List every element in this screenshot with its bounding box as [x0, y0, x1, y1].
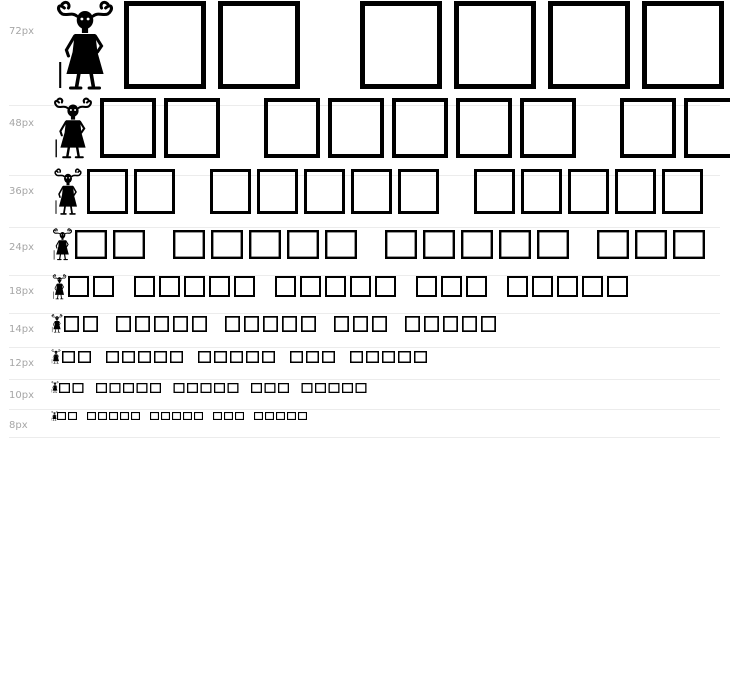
missing-glyph-box-icon: [467, 277, 486, 296]
missing-glyph-box-icon: [622, 100, 674, 156]
missing-glyph-box-icon: [523, 171, 561, 213]
missing-glyph-box-icon: [415, 352, 427, 363]
missing-glyph-box-icon: [174, 317, 187, 331]
girl-silhouette-icon: [52, 381, 59, 392]
missing-glyph-box-icon: [195, 413, 203, 420]
missing-glyph-box-icon: [383, 352, 395, 363]
missing-glyph-box-icon: [215, 352, 227, 363]
missing-glyph-box-icon: [354, 317, 367, 331]
missing-glyph-box-icon: [288, 231, 318, 258]
missing-glyph-box-icon: [252, 384, 262, 393]
girl-silhouette-icon: [52, 314, 62, 332]
missing-glyph-box-icon: [151, 384, 161, 393]
missing-glyph-box-icon: [76, 231, 106, 258]
missing-glyph-box-icon: [250, 231, 280, 258]
missing-glyph-box-icon: [457, 4, 534, 87]
missing-glyph-box-icon: [462, 231, 492, 258]
missing-glyph-box-icon: [558, 277, 577, 296]
missing-glyph-box-icon: [302, 384, 312, 393]
missing-glyph-box-icon: [102, 100, 154, 156]
missing-glyph-box-icon: [302, 317, 315, 331]
missing-glyph-box-icon: [664, 171, 702, 213]
missing-glyph-box-icon: [255, 413, 263, 420]
missing-glyph-box-icon: [127, 4, 204, 87]
missing-glyph-box-icon: [351, 277, 370, 296]
missing-glyph-box-icon: [99, 413, 107, 420]
missing-glyph-box-icon: [88, 413, 96, 420]
missing-glyph-box-icon: [386, 231, 416, 258]
missing-glyph-box-icon: [69, 277, 88, 296]
missing-glyph-box-icon: [166, 100, 218, 156]
glyph-sample: [0, 226, 730, 262]
missing-glyph-box-icon: [636, 231, 666, 258]
missing-glyph-box-icon: [500, 231, 530, 258]
missing-glyph-box-icon: [184, 413, 192, 420]
missing-glyph-box-icon: [151, 413, 159, 420]
missing-glyph-box-icon: [343, 384, 353, 393]
missing-glyph-box-icon: [617, 171, 655, 213]
missing-glyph-box-icon: [356, 384, 366, 393]
missing-glyph-box-icon: [307, 352, 319, 363]
missing-glyph-box-icon: [674, 231, 704, 258]
missing-glyph-box-icon: [73, 384, 83, 393]
missing-glyph-box-icon: [351, 352, 363, 363]
missing-glyph-box-icon: [316, 384, 326, 393]
missing-glyph-box-icon: [522, 100, 574, 156]
missing-glyph-box-icon: [212, 231, 242, 258]
missing-glyph-box-icon: [236, 413, 244, 420]
missing-glyph-box-icon: [608, 277, 627, 296]
missing-glyph-box-icon: [367, 352, 379, 363]
girl-silhouette-icon: [59, 2, 112, 88]
missing-glyph-box-icon: [201, 384, 211, 393]
missing-glyph-box-icon: [226, 317, 239, 331]
missing-glyph-box-icon: [155, 352, 167, 363]
missing-glyph-box-icon: [259, 171, 297, 213]
missing-glyph-box-icon: [301, 277, 320, 296]
missing-glyph-box-icon: [212, 171, 250, 213]
missing-glyph-box-icon: [508, 277, 527, 296]
missing-glyph-box-icon: [538, 231, 568, 258]
missing-glyph-box-icon: [210, 277, 229, 296]
missing-glyph-box-icon: [231, 352, 243, 363]
size-label: 24px: [9, 242, 34, 253]
glyph-sample: [0, 272, 730, 300]
missing-glyph-box-icon: [69, 413, 77, 420]
missing-glyph-box-icon: [84, 317, 97, 331]
missing-glyph-box-icon: [288, 413, 296, 420]
glyph-sample: [0, 346, 730, 366]
missing-glyph-box-icon: [89, 171, 127, 213]
missing-glyph-box-icon: [123, 352, 135, 363]
missing-glyph-box-icon: [376, 277, 395, 296]
missing-glyph-box-icon: [225, 413, 233, 420]
size-label: 18px: [9, 286, 34, 297]
missing-glyph-box-icon: [228, 384, 238, 393]
glyph-sample: [0, 312, 730, 334]
missing-glyph-box-icon: [279, 384, 289, 393]
missing-glyph-box-icon: [139, 352, 151, 363]
missing-glyph-box-icon: [162, 413, 170, 420]
missing-glyph-box-icon: [266, 100, 318, 156]
missing-glyph-box-icon: [394, 100, 446, 156]
missing-glyph-box-icon: [482, 317, 495, 331]
missing-glyph-box-icon: [121, 413, 129, 420]
missing-glyph-box-icon: [463, 317, 476, 331]
missing-glyph-box-icon: [107, 352, 119, 363]
row-divider: [9, 437, 720, 438]
size-label: 12px: [9, 358, 34, 369]
missing-glyph-box-icon: [117, 317, 130, 331]
missing-glyph-box-icon: [283, 317, 296, 331]
missing-glyph-box-icon: [199, 352, 211, 363]
missing-glyph-box-icon: [221, 4, 298, 87]
missing-glyph-box-icon: [97, 384, 107, 393]
size-label: 14px: [9, 324, 34, 335]
girl-silhouette-icon: [55, 99, 91, 158]
missing-glyph-box-icon: [136, 317, 149, 331]
missing-glyph-box-icon: [400, 171, 438, 213]
missing-glyph-box-icon: [306, 171, 344, 213]
missing-glyph-box-icon: [373, 317, 386, 331]
missing-glyph-box-icon: [173, 413, 181, 420]
glyph-sample: [0, 0, 730, 100]
missing-glyph-box-icon: [247, 352, 259, 363]
missing-glyph-box-icon: [110, 384, 120, 393]
missing-glyph-box-icon: [406, 317, 419, 331]
glyph-sample: [0, 95, 730, 165]
missing-glyph-box-icon: [330, 100, 382, 156]
glyph-sample: [0, 408, 730, 424]
girl-silhouette-icon: [54, 229, 72, 260]
missing-glyph-box-icon: [399, 352, 411, 363]
girl-silhouette-icon: [52, 411, 58, 420]
missing-glyph-box-icon: [335, 317, 348, 331]
missing-glyph-box-icon: [135, 277, 154, 296]
missing-glyph-box-icon: [353, 171, 391, 213]
missing-glyph-box-icon: [94, 277, 113, 296]
missing-glyph-box-icon: [425, 317, 438, 331]
size-label: 72px: [9, 26, 34, 37]
missing-glyph-box-icon: [193, 317, 206, 331]
missing-glyph-box-icon: [171, 352, 183, 363]
missing-glyph-box-icon: [132, 413, 140, 420]
missing-glyph-box-icon: [63, 352, 75, 363]
missing-glyph-box-icon: [265, 384, 275, 393]
missing-glyph-box-icon: [299, 413, 307, 420]
missing-glyph-box-icon: [188, 384, 198, 393]
missing-glyph-box-icon: [570, 171, 608, 213]
missing-glyph-box-icon: [65, 317, 78, 331]
missing-glyph-box-icon: [137, 384, 147, 393]
missing-glyph-box-icon: [533, 277, 552, 296]
missing-glyph-box-icon: [215, 384, 225, 393]
missing-glyph-box-icon: [160, 277, 179, 296]
missing-glyph-box-icon: [155, 317, 168, 331]
missing-glyph-box-icon: [264, 317, 277, 331]
missing-glyph-box-icon: [245, 317, 258, 331]
girl-silhouette-icon: [53, 275, 66, 299]
missing-glyph-box-icon: [174, 231, 204, 258]
missing-glyph-box-icon: [79, 352, 91, 363]
size-label: 8px: [9, 420, 28, 431]
missing-glyph-box-icon: [417, 277, 436, 296]
missing-glyph-box-icon: [276, 277, 295, 296]
size-label: 48px: [9, 118, 34, 129]
missing-glyph-box-icon: [136, 171, 174, 213]
size-label: 36px: [9, 186, 34, 197]
missing-glyph-box-icon: [442, 277, 461, 296]
missing-glyph-box-icon: [124, 384, 134, 393]
missing-glyph-box-icon: [583, 277, 602, 296]
glyph-sample: [0, 166, 730, 218]
missing-glyph-box-icon: [323, 352, 335, 363]
girl-silhouette-icon: [55, 169, 81, 214]
missing-glyph-box-icon: [329, 384, 339, 393]
missing-glyph-box-icon: [60, 384, 70, 393]
missing-glyph-box-icon: [598, 231, 628, 258]
missing-glyph-box-icon: [444, 317, 457, 331]
size-label: 10px: [9, 390, 34, 401]
glyph-sample: [0, 378, 730, 396]
girl-silhouette-icon: [52, 349, 61, 363]
missing-glyph-box-icon: [114, 231, 144, 258]
missing-glyph-box-icon: [424, 231, 454, 258]
missing-glyph-box-icon: [58, 413, 66, 420]
missing-glyph-box-icon: [185, 277, 204, 296]
missing-glyph-box-icon: [326, 231, 356, 258]
missing-glyph-box-icon: [277, 413, 285, 420]
missing-glyph-box-icon: [263, 352, 275, 363]
missing-glyph-box-icon: [291, 352, 303, 363]
missing-glyph-box-icon: [363, 4, 440, 87]
missing-glyph-box-icon: [235, 277, 254, 296]
missing-glyph-box-icon: [458, 100, 510, 156]
missing-glyph-box-icon: [214, 413, 222, 420]
missing-glyph-box-icon: [266, 413, 274, 420]
missing-glyph-box-icon: [110, 413, 118, 420]
missing-glyph-box-icon: [551, 4, 628, 87]
missing-glyph-box-icon: [686, 100, 730, 156]
missing-glyph-box-icon: [645, 4, 722, 87]
missing-glyph-box-icon: [174, 384, 184, 393]
missing-glyph-box-icon: [476, 171, 514, 213]
missing-glyph-box-icon: [326, 277, 345, 296]
